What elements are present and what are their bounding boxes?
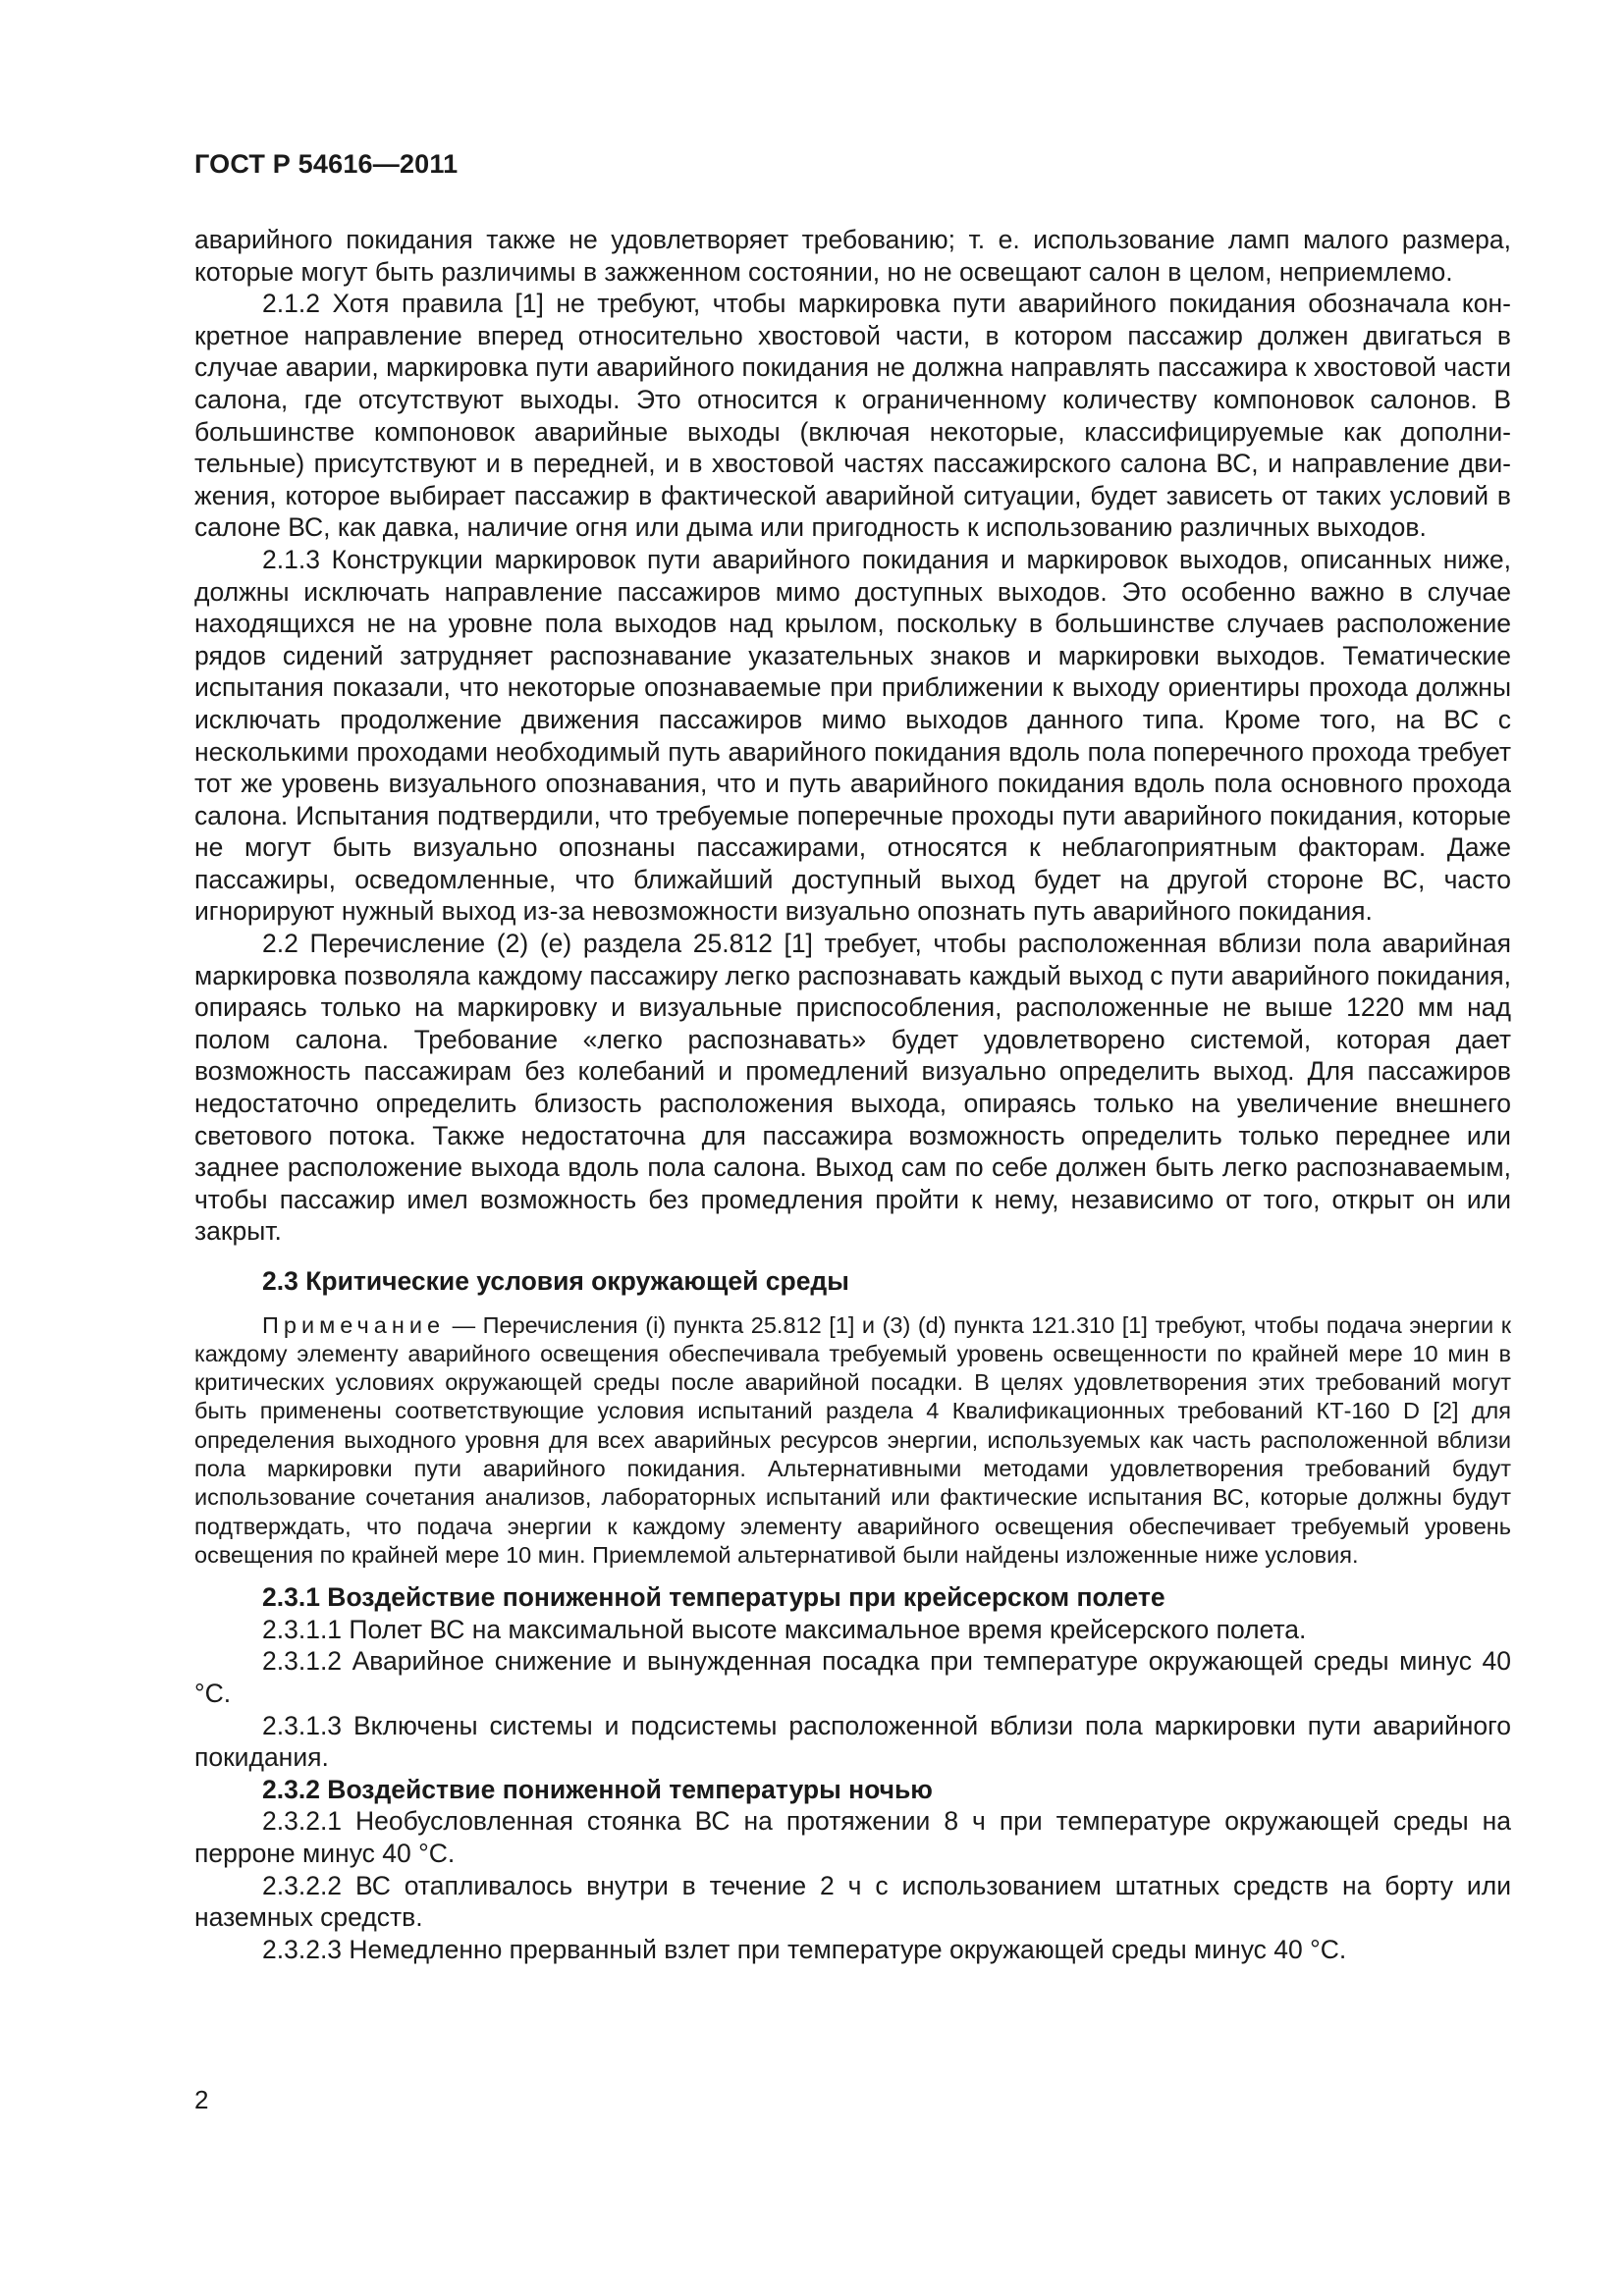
- item-2-3-2-2: 2.3.2.2 ВС отапливалось внутри в течение 2 ч с использованием штатных средств на борту или наземных средств.: [194, 1870, 1511, 1933]
- paragraph-continuation: аварийного покидания также не удовлетворяет требованию; т. е. использование ламп малого размера, которые могут быть различимы в зажженном состоянии, но не освещают салон в целом, неприемлемо.: [194, 225, 1511, 287]
- document-body: [194, 224, 1511, 1965]
- document-header-code: ГОСТ Р 54616—2011: [194, 149, 459, 179]
- note-label: Примечание: [262, 1311, 446, 1338]
- item-2-3-1-1: 2.3.1.1 Полет ВС на максимальной высоте максимальное время крейсерского полета.: [262, 1614, 1307, 1644]
- section-heading-2-3: 2.3 Критические условия окружающей среды: [262, 1266, 849, 1296]
- item-2-3-2-3: 2.3.2.3 Немедленно прерванный взлет при температуре окружающей среды минус 40 °С.: [262, 1934, 1347, 1964]
- item-2-3-1-3: 2.3.1.3 Включены системы и подсистемы расположенной вблизи пола маркировки пути аварийного покидания.: [194, 1710, 1511, 1773]
- item-2-3-2-1: 2.3.2.1 Необусловленная стоянка ВС на протяжении 8 ч при температуре окружающей среды на перроне минус 40 °С.: [194, 1806, 1511, 1869]
- note-text: — Перечисления (i) пункта 25.812 [1] и (3) (d) пункта 121.310 [1] требуют, чтобы подача энергии к каждому элементу аварийного освещения обеспечивала требуемый уровень освещенности по крайней мере 10 мин в критических условиях окружающей среды после аварийной посадки. В целях удовлетворения этих требований могут быть применены соответствующие условия испытаний раздела 4 Квалификационных требований КТ-160 D [2] для определения выходного уровня для всех аварийных ресурсов энергии, используемых как часть расположенной вблизи пола маркировки пути аварийного покидания. Альтернативными методами удовлетворения требований будут использование сочетания анализов, лабораторных испытаний или фактические испытания ВС, которые должны будут подтверждать, что подача энергии к каждому элементу аварийного освещения обеспечивает требуемый уровень освещения по крайней мере 10 мин. Приемлемой альтернативой были найдены изложенные ниже условия.: [194, 1311, 1511, 1568]
- item-2-3-1-2: 2.3.1.2 Аварийное снижение и вынужденная посадка при температуре окружающей среды минус 40 °С.: [194, 1646, 1511, 1709]
- note-block: [194, 1311, 1511, 1571]
- paragraph-2-2: 2.2 Перечисление (2) (е) раздела 25.812 [1] требует, чтобы расположенная вблизи пола аварийная маркировка позволяла каждому пассажиру легко распознавать каждый выход с пути аварийного покидания, опираясь только на маркировку и визуальные приспособления, расположенные не выше 1220 мм над полом салона. Требование «легко распознавать» будет удовлетворено системой, которая дает возможность пассажирам без колебаний и промедлений визуально определить выход. Для пассажиров недостаточно определить близость расположения выхода, опираясь только на увеличение внешнего светового потока. Также недостаточна для пассажира возможность определить только переднее или заднее расположение выхода вдоль пола салона. Выход сам по себе должен быть легко распознаваемым, чтобы пассажир имел возможность без промедления пройти к нему, независимо от того, открыт он или закрыт.: [194, 929, 1511, 1247]
- section-heading-2-3-1: 2.3.1 Воздействие пониженной температуры при крейсерском полете: [262, 1582, 1165, 1613]
- paragraph-2-1-3: 2.1.3 Конструкции маркировок пути аварийного покидания и маркировок выходов, описанных ниже, должны исключать направление пассажиров мимо доступных выходов. Это особенно важно в случае находящихся не на уровне пола выходов над крылом, поскольку в большинстве случаев расположение рядов сидений затрудняет распознавание указательных знаков и маркировки выходов. Тематические испытания показали, что некоторые опознаваемые при приближении к выходу ориентиры прохода должны исключать продолжение движения пассажиров мимо выходов данного типа. Кроме того, на ВС с несколькими проходами необходимый путь аварийного покидания вдоль пола поперечного прохода требует тот же уровень визуального опознавания, что и путь аварийного покидания вдоль пола основного прохода салона. Испытания подтвердили, что требуемые поперечные проходы пути аварийного покидания, которые не могут быть визуально опознаны пассажирами, относятся к неблагоприятным факторам. Даже пассажиры, осведомленные, что ближайший доступный выход будет на другой стороне ВС, часто игнорируют нужный выход из-за невозможности визуально опознать путь аварийного покидания.: [194, 544, 1511, 927]
- section-heading-2-3-2: 2.3.2 Воздействие пониженной температуры ночью: [262, 1774, 933, 1804]
- paragraph-2-1-2: 2.1.2 Хотя правила [1] не требуют, чтобы маркировка пути аварийного покидания обозначала конкретное направление вперед относительно хвостовой части, в котором пассажир должен двигаться в случае аварии, маркировка пути аварийного покидания не должна направлять пассажира к хвостовой части салона, где отсутствуют выходы. Это относится к ограниченному количеству компоновок салонов. В большинстве компоновок аварийные выходы (включая некоторые, классифицируемые как дополнительные) присутствуют и в передней, и в хвостовой частях пассажирского салона ВС, и направление движения, которое выбирает пассажир в фактической аварийной ситуации, будет зависеть от таких условий в салоне ВС, как давка, наличие огня или дыма или пригодность к использованию различных выходов.: [194, 289, 1511, 543]
- page-number: 2: [194, 2085, 209, 2114]
